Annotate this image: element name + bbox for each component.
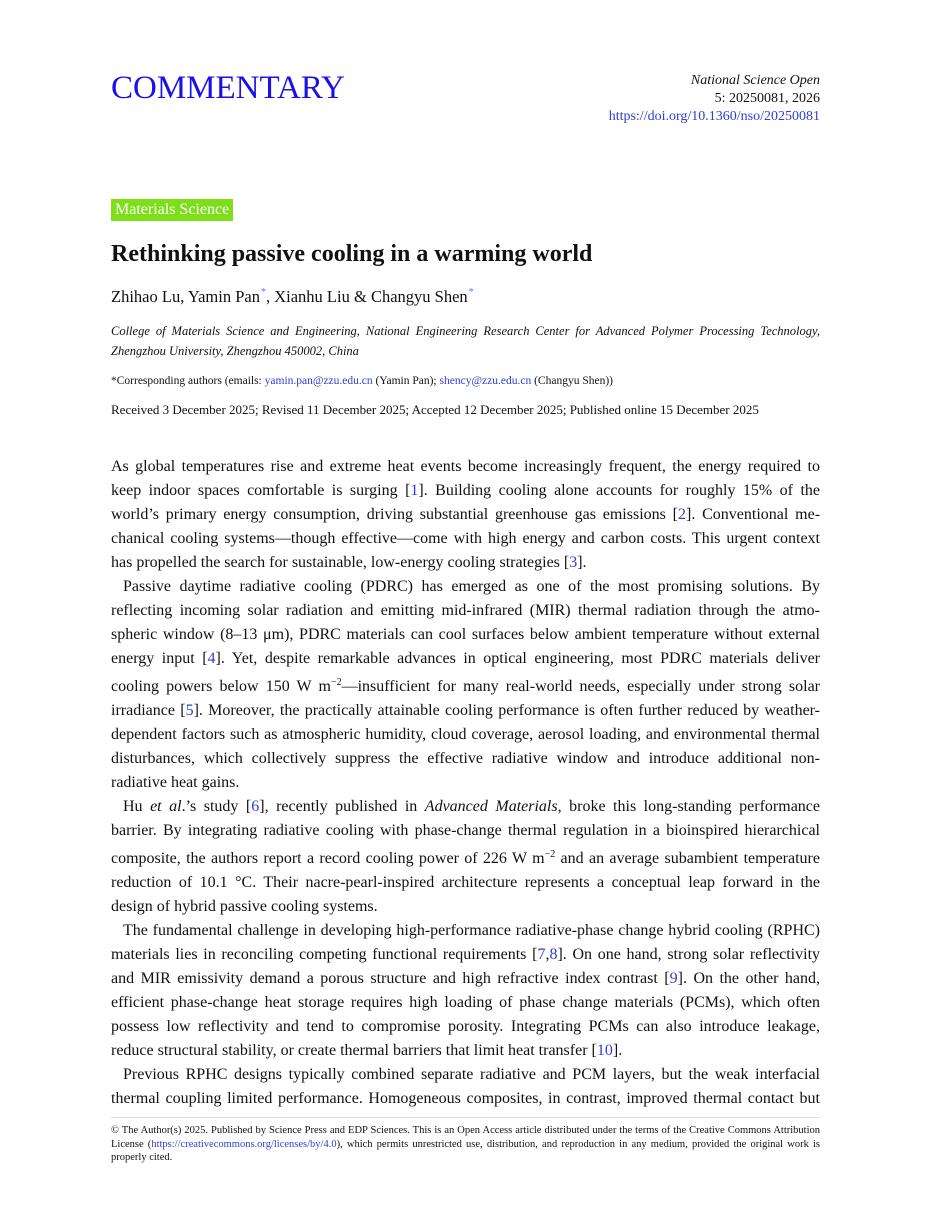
author-name: Zhihao Lu xyxy=(111,287,181,306)
author-name: Changyu Shen xyxy=(370,287,468,306)
affiliation: College of Materials Science and Engineering, National Engineering Research Center for Advanced Polymer Processing Technology, Zhengzhou University, Zhengzhou 450002, China xyxy=(111,324,820,358)
volume-info: 5: 20250081, 2026 xyxy=(714,91,820,106)
paragraph: Previous RPHC designs typically combined separate radiative and PCM layers, but the weak interfacial thermal coupling limited performance. Homogeneous composites, in contrast, improved thermal contact but xyxy=(111,1066,820,1107)
license-link[interactable]: https://creativecommons.org/licenses/by/4.0 xyxy=(151,1138,337,1150)
subject-tag: Materials Science xyxy=(111,199,233,221)
corresponding-mark[interactable]: * xyxy=(260,287,266,298)
reference-link[interactable]: 4 xyxy=(207,650,216,667)
corresponding-authors: *Corresponding authors (emails: yamin.pan@zzu.edu.cn (Yamin Pan); shency@zzu.edu.cn (Changyu Shen)) xyxy=(111,375,613,387)
publication-dates: Received 3 December 2025; Revised 11 December 2025; Accepted 12 December 2025; Published online 15 December 2025 xyxy=(111,402,759,417)
paragraph: Passive daytime radiative cooling (PDRC) has emerged as one of the most promising solutions. By reflecting incoming solar radiation and emitting mid-infrared (MIR) thermal radiation through the atmospheric window (8–13 μm), PDRC materials can cool surfaces below ambient temperature without external energy input [4]. Yet, despite remarkable advances in optical engineering, most PDRC materials deliver cooling powers below 150 W $m^{-2}—insufficient$ for many real-world needs, especially under strong solar irradiance [5]. Moreover, the practically attainable cooling performance is often further reduced by weather-dependent factors such as atmospheric humidity, cloud coverage, aerosol loading, and environmental thermal disturbances, which collectively suppress the effective radiative window and introduce additional non-radiative heat gains. xyxy=(111,578,821,791)
article-title: Rethinking passive cooling in a warming world xyxy=(111,241,593,267)
author-name: Yamin Pan xyxy=(187,287,260,306)
reference-link[interactable]: 2 xyxy=(678,506,686,523)
reference-link[interactable]: 3 xyxy=(569,554,578,571)
reference-link[interactable]: 5 xyxy=(185,702,194,719)
reference-link[interactable]: 7 xyxy=(537,946,546,963)
paragraph: The fundamental challenge in developing high-performance radiative-phase change hybrid cooling (RPHC) materials lies in reconciling competing functional requirements [7,8]. On one hand, strong solar reflectivity and MIR emissivity demand a porous structure and high refractive index contrast [9]. On the other hand, efficient phase-change heat storage requires high loading of phase change materials (PCMs), which often possess low reflectivity and tend to compromise porosity. Integrating PCMs can also introduce leakage, reduce structural stability, or create thermal barriers that limit heat transfer [10]. xyxy=(111,922,821,1059)
reference-link[interactable]: 10 xyxy=(596,1042,613,1059)
paragraph: As global temperatures rise and extreme heat events become increasingly frequent, the energy required to keep indoor spaces comfortable is surging [1]. Building cooling alone accounts for roughly 15% of the world’s primary energy consumption, driving substantial greenhouse gas emissions [2]. Conventional mechanical cooling systems—though effective—come with high energy and carbon costs. This urgent context has propelled the search for sustainable, low-energy cooling strategies [3]. xyxy=(111,458,821,571)
journal-name: National Science Open xyxy=(690,73,820,88)
footer-divider xyxy=(111,1117,820,1118)
email-link[interactable]: shency@zzu.edu.cn xyxy=(439,375,532,387)
doi-link[interactable]: https://doi.org/10.1360/nso/20250081 xyxy=(608,109,820,124)
reference-link[interactable]: 9 xyxy=(669,970,678,987)
corresponding-mark[interactable]: * xyxy=(468,287,474,298)
reference-link[interactable]: 8 xyxy=(549,946,558,963)
license-footer: © The Author(s) 2025. Published by Science Press and EDP Sciences. This is an Open Access article distributed under the terms of the Creative Commons Attribution License (https://creativecommons.org/licenses/by/4.0), which permits unrestricted use, distribution, and reproduction in any medium, provided the original work is properly cited. xyxy=(111,1125,820,1163)
paragraph: Hu et al.’s study [6], recently published in Advanced Materials, broke this long-standing performance barrier. By integrating radiative cooling with phase-change thermal regulation in a bioinspired hierarchical composite, the authors report a record cooling power of 226 W $m^{-2}$ and an average subambient temperature reduction of 10.1 °C. Their nacre-pearl-inspired architecture represents a conceptual leap forward in the design of hybrid passive cooling systems. xyxy=(111,798,821,915)
section-label: COMMENTARY xyxy=(111,70,345,106)
page-header xyxy=(111,70,820,130)
article-body xyxy=(111,455,820,1111)
email-link[interactable]: yamin.pan@zzu.edu.cn xyxy=(264,375,373,387)
author-list: Zhihao Lu, Yamin Pan*, Xianhu Liu & Changyu Shen* xyxy=(111,287,474,306)
journal-info xyxy=(609,72,820,126)
reference-link[interactable]: 1 xyxy=(410,482,419,499)
author-name: Xianhu Liu xyxy=(274,287,350,306)
reference-link[interactable]: 6 xyxy=(251,798,260,815)
